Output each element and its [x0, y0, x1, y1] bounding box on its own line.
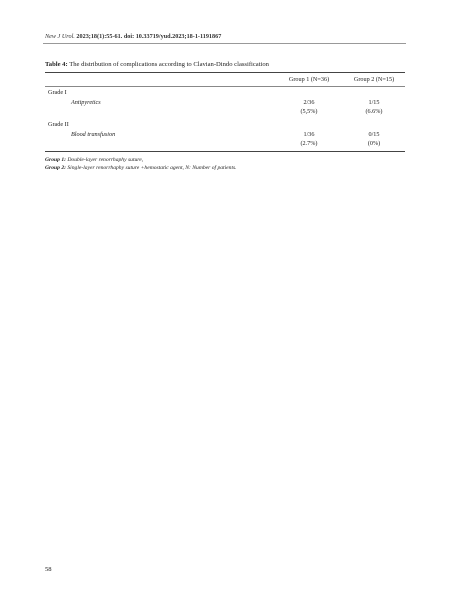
page-number: 58	[45, 566, 52, 573]
footnote-group1	[45, 157, 237, 165]
table-row	[45, 129, 405, 151]
footnote-text: Double-layer renorrhaphy suture,	[65, 157, 144, 163]
grade-label: Grade I	[48, 89, 67, 96]
group1-cell	[271, 99, 347, 116]
grade-label: Grade II	[48, 121, 69, 128]
running-header	[45, 33, 221, 40]
header-divider	[43, 43, 406, 44]
group1-count: 2/36	[303, 99, 315, 106]
column-header-group2: Group 2 (N=15)	[353, 76, 395, 83]
column-header-group1: Group 1 (N=36)	[288, 76, 330, 83]
group2-count: 1/15	[368, 99, 380, 106]
table-caption-text: The distribution of complications according to Clavian-Dindo classification	[69, 61, 269, 68]
group1-cell	[271, 131, 347, 148]
complication-name: Antipyretics	[71, 99, 101, 106]
complications-table	[45, 72, 405, 152]
group2-count: 0/15	[368, 131, 380, 138]
group1-percent: (2.7%)	[300, 139, 318, 147]
group2-percent: (6.6%)	[365, 107, 383, 115]
table-caption-label: Table 4:	[45, 61, 68, 68]
table-caption	[45, 61, 269, 68]
journal-name: New J Urol.	[45, 33, 75, 40]
table-header-row	[45, 73, 405, 87]
group2-percent: (0%)	[367, 139, 381, 147]
footnote-group2	[45, 165, 237, 173]
grade-row	[45, 87, 405, 97]
footnote-label: Group 2:	[45, 164, 66, 171]
complication-name: Blood transfusion	[71, 131, 116, 138]
group2-cell	[343, 131, 405, 148]
footnote-label: Group 1:	[45, 157, 66, 163]
citation: 2023;18(1):55-61. doi: 10.33719/yud.2023;18-1-1191867	[76, 33, 222, 40]
group1-percent: (5,5%)	[300, 107, 318, 115]
table-footnotes	[45, 157, 237, 172]
group1-count: 1/36	[303, 131, 315, 138]
table-row	[45, 97, 405, 119]
grade-row	[45, 119, 405, 129]
group2-cell	[343, 99, 405, 116]
footnote-text: Single-layer renorrhaphy suture +hemostatic agent, N: Number of patients.	[65, 164, 237, 171]
